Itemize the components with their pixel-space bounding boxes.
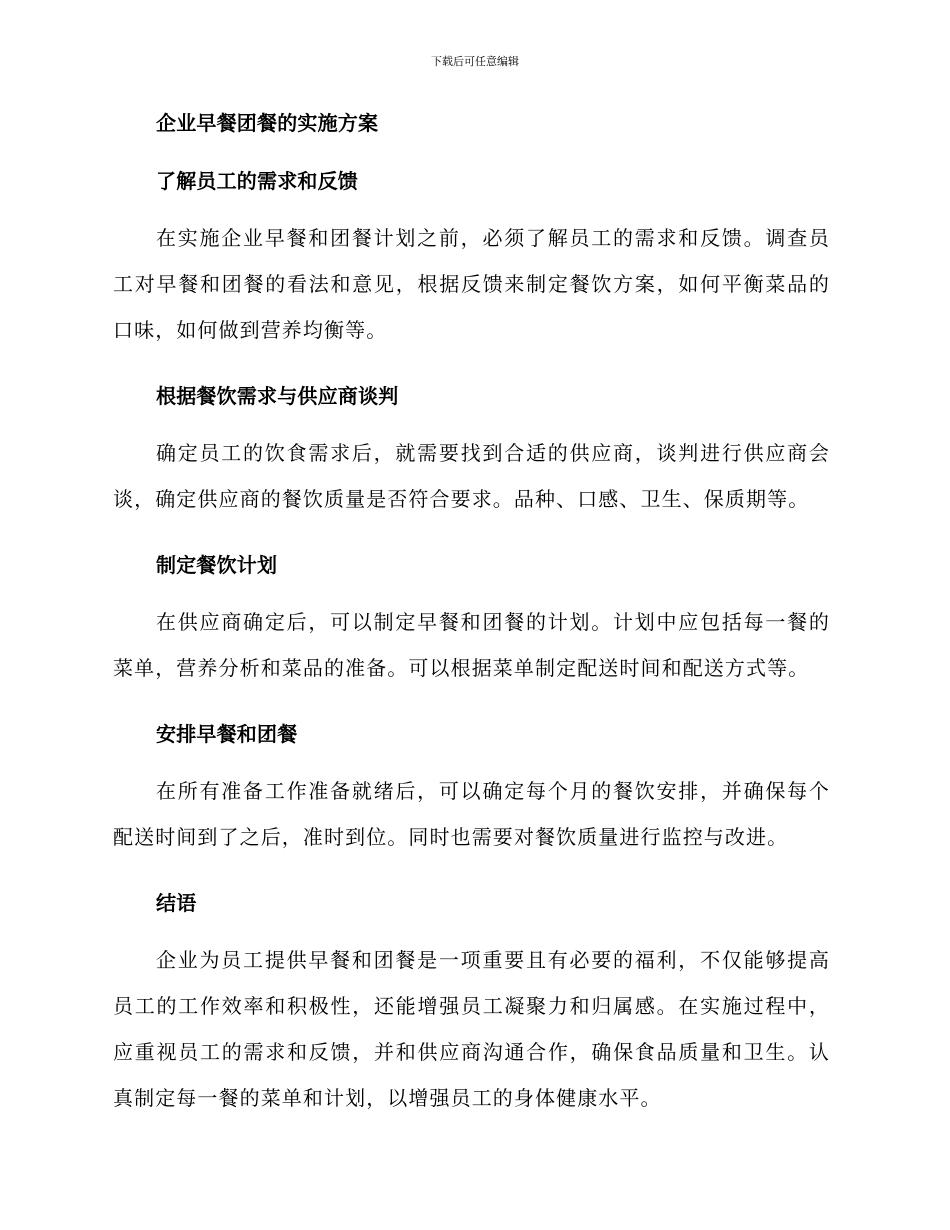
section-heading-arrange: 安排早餐和团餐 (156, 722, 298, 746)
page-header-note: 下载后可任意编辑 (431, 55, 519, 68)
section-heading-plan: 制定餐饮计划 (156, 553, 278, 577)
document-body (113, 108, 830, 1149)
section-paragraph-conclusion: 企业为员工提供早餐和团餐是一项重要且有必要的福利，不仅能够提高员工的工作效率和积极性，还能增强员工凝聚力和归属感。在实施过程中，应重视员工的需求和反馈，并和供应商沟通合作，确保食品质量和卫生。认真制定每一餐的菜单和计划，以增强员工的身体健康水平。 (113, 948, 830, 1110)
section-paragraph-arrange: 在所有准备工作准备就绪后，可以确定每个月的餐饮安排，并确保每个配送时间到了之后，准时到位。同时也需要对餐饮质量进行监控与改进。 (113, 779, 830, 849)
document-title: 企业早餐团餐的实施方案 (156, 111, 379, 135)
section-heading-conclusion: 结语 (156, 891, 197, 915)
section-heading-negotiation: 根据餐饮需求与供应商谈判 (156, 384, 399, 408)
section-paragraph-negotiation: 确定员工的饮食需求后，就需要找到合适的供应商，谈判进行供应商会谈，确定供应商的餐饮质量是否符合要求。品种、口感、卫生、保质期等。 (113, 441, 830, 511)
section-heading-needs: 了解员工的需求和反馈 (156, 169, 358, 193)
section-paragraph-plan: 在供应商确定后，可以制定早餐和团餐的计划。计划中应包括每一餐的菜单，营养分析和菜品的准备。可以根据菜单制定配送时间和配送方式等。 (113, 610, 830, 680)
section-paragraph-needs: 在实施企业早餐和团餐计划之前，必须了解员工的需求和反馈。调查员工对早餐和团餐的看法和意见，根据反馈来制定餐饮方案，如何平衡菜品的口味，如何做到营养均衡等。 (113, 226, 830, 342)
